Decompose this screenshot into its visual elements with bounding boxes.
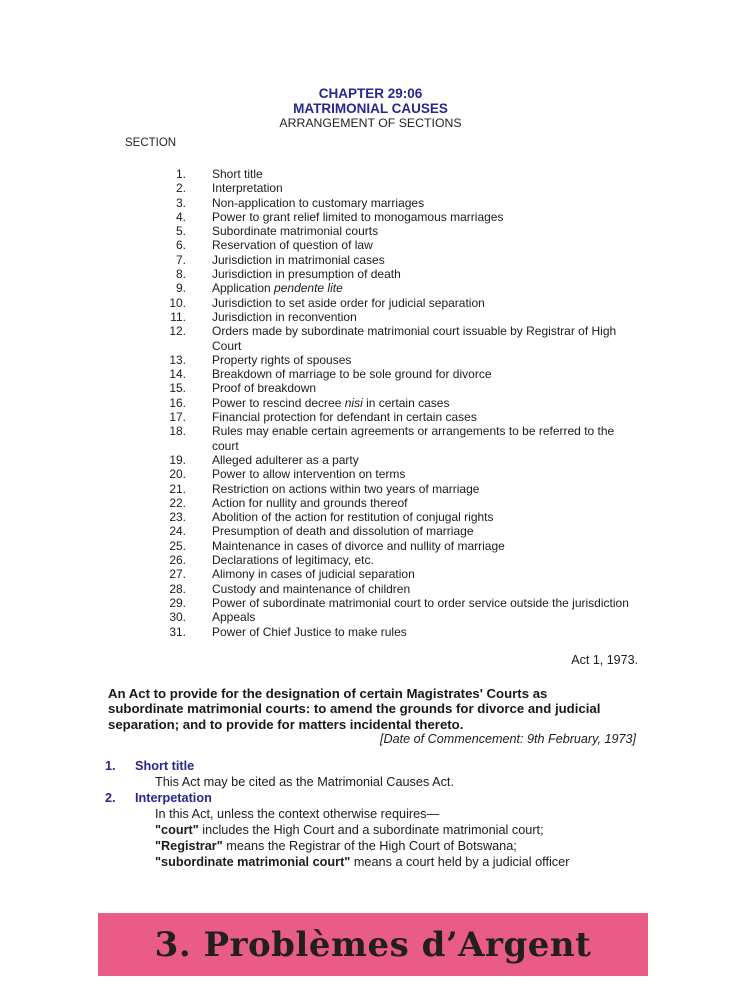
toc-text-pre: Action for nullity and grounds thereof [212,495,408,510]
toc-text-pre: Power to rescind decree [212,395,345,410]
toc-item-text [212,310,636,324]
toc-item-text [212,424,636,453]
toc-text-pre: Declarations of legitimacy, etc. [212,553,374,568]
toc-text-pre: Reservation of question of law [212,238,373,253]
document-header [0,87,741,131]
toc-item-text [212,553,636,567]
banner-title: 3. Problèmes d’Argent [154,924,592,965]
toc-item-text [212,467,636,481]
section-heading [0,759,741,775]
toc-item [146,453,741,467]
toc-item [146,296,741,310]
toc-item-text [212,539,636,553]
toc-item-number: 9. [175,281,186,296]
toc-item-text [212,625,636,639]
toc-item-number: 22. [169,495,186,510]
act-title: MATRIMONIAL CAUSES [293,100,448,116]
toc-item [146,553,741,567]
toc-text-italic: pendente lite [274,281,343,296]
toc-item-text [212,482,636,496]
toc-text-post: in certain cases [362,395,450,410]
toc-item-text [212,181,636,195]
toc-item [146,410,741,424]
toc-item-number: 6. [175,238,186,253]
toc-text-pre: Custody and maintenance of children [212,581,411,596]
definition-text: includes the High Court and a subordinate matrimonial court; [198,822,544,837]
toc-item-number: 31. [169,624,186,639]
toc-item-text [212,353,636,367]
toc-item-number: 23. [169,510,186,525]
date-of-commencement: [Date of Commencement: 9th February, 1973] [380,732,636,747]
toc-item-number: 24. [169,524,186,539]
toc-text-pre: Non-application to customary marriages [212,195,425,210]
toc-text-pre: Jurisdiction in matrimonial cases [212,252,385,267]
toc-item [146,310,741,324]
section-heading [0,791,741,807]
toc-item-text [212,167,636,181]
definition-term: "court" [155,822,199,837]
toc-item-number: 8. [175,267,186,282]
toc-item-number: 3. [175,195,186,210]
act-long-title-line: separation; and to provide for matters incidental thereto. [108,716,464,732]
arrangement-subtitle: ARRANGEMENT OF SECTIONS [279,116,462,130]
toc-item-text [212,510,636,524]
toc-text-pre: Power to grant relief limited to monogamous marriages [212,209,504,224]
toc-item-number: 30. [169,610,186,625]
toc-item-text [212,296,636,310]
toc-item-text [212,453,636,467]
toc-text-pre: Restriction on actions within two years of marriage [212,481,480,496]
section-body: This Act may be cited as the Matrimonial Causes Act. [155,775,454,790]
definition-text: means the Registrar of the High Court of Botswana; [222,838,517,853]
toc-item-number: 2. [175,181,186,196]
toc-item [146,539,741,553]
toc-text-pre: Financial protection for defendant in certain cases [212,410,477,425]
toc-item-number: 11. [170,309,186,324]
pink-chapter-banner [98,913,648,976]
act-long-title-line: subordinate matrimonial courts: to amend the grounds for divorce and judicial [108,701,601,717]
toc-item-text [212,196,636,210]
toc-item-number: 16. [169,395,186,410]
toc-item-number: 13. [169,352,186,367]
toc-item-text [212,381,636,395]
toc-item-text [212,224,636,238]
toc-item [146,253,741,267]
toc-text-pre: Jurisdiction in reconvention [212,309,357,324]
table-of-contents [146,167,741,639]
toc-item [146,424,741,453]
toc-text-pre: Application [212,281,275,296]
toc-item [146,224,741,238]
toc-item [146,196,741,210]
toc-item [146,567,741,581]
toc-item-number: 12. [169,324,186,339]
toc-item [146,381,741,395]
toc-item [146,396,741,410]
toc-text-pre: Jurisdiction to set aside order for judicial separation [212,295,485,310]
toc-item [146,238,741,252]
section-number: 1. [105,759,116,774]
definition-line [155,823,645,839]
toc-item-text [212,567,636,581]
toc-item-text [212,267,636,281]
toc-item-text [212,524,636,538]
toc-item [146,524,741,538]
toc-item-text [212,610,636,624]
toc-item [146,610,741,624]
toc-item-text [212,396,636,410]
toc-text-pre: Maintenance in cases of divorce and nullity of marriage [212,538,505,553]
toc-text-italic: nisi [344,395,363,410]
toc-item [146,267,741,281]
toc-item-number: 25. [169,538,186,553]
toc-item [146,281,741,295]
toc-item-number: 29. [169,595,186,610]
toc-item-number: 7. [175,252,186,267]
toc-text-pre: Jurisdiction in presumption of death [212,267,401,282]
toc-text-pre: Alleged adulterer as a party [212,452,359,467]
toc-text-pre: Rules may enable certain agreements or arrangements to be referred to the court [212,424,615,453]
section-label: SECTION [125,137,177,149]
toc-item [146,324,741,353]
toc-item-number: 5. [175,224,186,239]
toc-item-text [212,281,636,295]
toc-item-number: 14. [169,367,186,382]
toc-item [146,181,741,195]
toc-item [146,596,741,610]
toc-item-text [212,238,636,252]
definition-term: "subordinate matrimonial court" [155,854,351,869]
definition-text: means a court held by a judicial officer [350,854,570,869]
toc-item-text [212,210,636,224]
toc-item-number: 10. [169,295,186,310]
section-title: Short title [135,759,195,774]
act-long-title-line: An Act to provide for the designation of certain Magistrates' Courts as [108,685,548,701]
toc-item-number: 21. [169,481,186,496]
definition-line [155,855,645,871]
section-body: In this Act, unless the context otherwise requires— [155,807,440,822]
toc-item-text [212,596,636,610]
toc-item-number: 19. [169,452,186,467]
toc-text-pre: Subordinate matrimonial courts [212,224,379,239]
toc-item-number: 20. [169,467,186,482]
definition-line [155,839,645,855]
toc-item-text [212,253,636,267]
toc-item [146,510,741,524]
toc-text-pre: Property rights of spouses [212,352,352,367]
chapter-heading: CHAPTER 29:06 [318,86,423,101]
toc-item-text [212,367,636,381]
toc-item-text [212,410,636,424]
toc-item-number: 28. [169,581,186,596]
act-long-title [108,686,741,733]
definition-term: "Registrar" [155,838,223,853]
toc-text-pre: Short title [212,167,263,181]
section-number: 2. [105,791,116,806]
toc-item-number: 1. [175,167,186,181]
toc-text-pre: Presumption of death and dissolution of marriage [212,524,474,539]
act-reference: Act 1, 1973. [571,652,638,667]
section-title: Interpetation [135,791,212,806]
toc-text-pre: Power of subordinate matrimonial court to order service outside the jurisdiction [212,595,629,610]
toc-text-pre: Appeals [212,610,256,625]
act-sections [0,759,741,870]
toc-item-number: 4. [175,209,186,224]
toc-text-pre: Proof of breakdown [212,381,317,396]
toc-text-pre: Breakdown of marriage to be sole ground for divorce [212,367,492,382]
toc-item-number: 15. [169,381,186,396]
toc-item-text [212,582,636,596]
toc-text-pre: Interpretation [212,181,283,196]
toc-item [146,367,741,381]
toc-item-number: 18. [169,424,186,439]
toc-item [146,353,741,367]
toc-text-pre: Alimony in cases of judicial separation [212,567,415,582]
toc-item [146,210,741,224]
toc-item [146,482,741,496]
toc-item-text [212,496,636,510]
toc-item-number: 26. [169,553,186,568]
toc-item [146,496,741,510]
toc-item-number: 17. [169,410,186,425]
toc-text-pre: Orders made by subordinate matrimonial court issuable by Registrar of High Court [212,324,617,353]
toc-item-number: 27. [169,567,186,582]
toc-item-text [212,324,636,353]
toc-item [146,582,741,596]
toc-item [146,625,741,639]
toc-item [146,467,741,481]
toc-text-pre: Power of Chief Justice to make rules [212,624,407,639]
toc-text-pre: Abolition of the action for restitution of conjugal rights [212,510,494,525]
toc-text-pre: Power to allow intervention on terms [212,467,406,482]
toc-item [146,167,741,181]
